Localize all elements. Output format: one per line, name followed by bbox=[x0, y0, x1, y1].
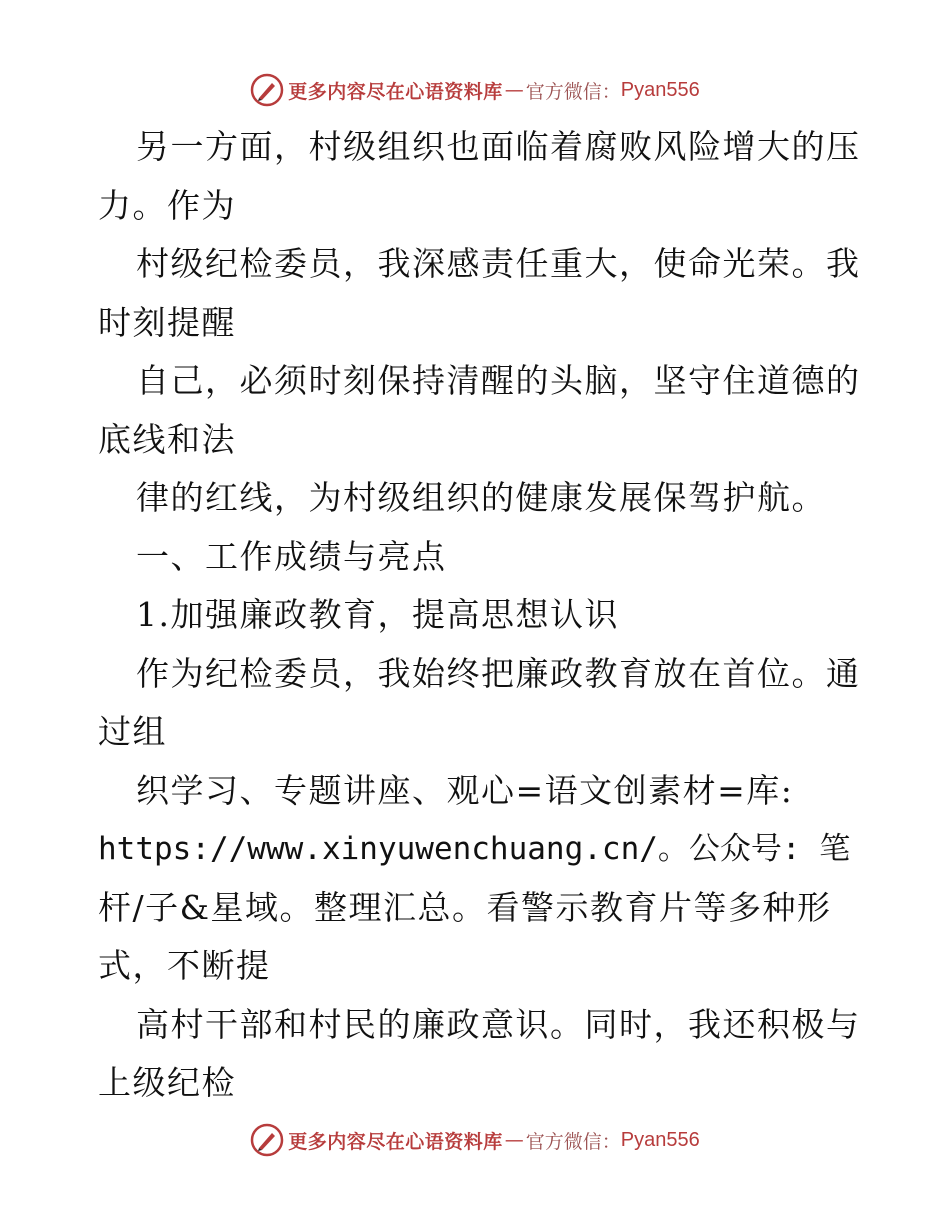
pen-logo-icon bbox=[250, 1123, 284, 1157]
banner-title: 更多内容尽在心语资料库 bbox=[288, 1130, 503, 1153]
paragraph-line: 时刻提醒 bbox=[98, 302, 236, 342]
banner-subtitle: 官方微信： bbox=[525, 80, 621, 103]
banner-dash: — bbox=[504, 1129, 524, 1151]
section-heading: 一、工作成绩与亮点 bbox=[136, 536, 447, 576]
paragraph-line: 杆/子&星域。整理汇总。看警示教育片等多种形 bbox=[98, 887, 832, 927]
banner-title: 更多内容尽在心语资料库 bbox=[288, 80, 503, 103]
paragraph-line: 力。作为 bbox=[98, 185, 236, 225]
banner-subtitle: 官方微信： bbox=[525, 1130, 621, 1153]
banner-dash: — bbox=[504, 79, 524, 101]
paragraph-line: 式，不断提 bbox=[98, 946, 271, 985]
paragraph-line: 另一方面，村级组织也面临着腐败风险增大的压 bbox=[136, 127, 861, 166]
paragraph-line: 上级纪检 bbox=[98, 1063, 236, 1102]
paragraph-line: https://www.xinyuwenchuang.cn/。公众号: 笔 bbox=[98, 831, 851, 867]
paragraph-line: 村级纪检委员，我深感责任重大，使命光荣。我 bbox=[136, 244, 861, 283]
banner-wechat-id: Pyan556 bbox=[620, 78, 700, 101]
pen-logo-icon bbox=[250, 73, 284, 107]
paragraph-line: 作为纪检委员，我始终把廉政教育放在首位。通 bbox=[136, 653, 861, 693]
paragraph-line: 织学习、专题讲座、观心=语文创素材=库: bbox=[136, 770, 794, 810]
paragraph-line: 高村干部和村民的廉政意识。同时，我还积极与 bbox=[136, 1004, 861, 1044]
footer-banner bbox=[0, 1120, 950, 1160]
paragraph-line: 自己，必须时刻保持清醒的头脑，坚守住道德的 bbox=[136, 361, 861, 400]
paragraph-line: 过组 bbox=[98, 712, 167, 751]
document-body bbox=[98, 118, 861, 1113]
subsection-heading: 1.加强廉政教育，提高思想认识 bbox=[136, 595, 619, 634]
header-banner bbox=[0, 70, 950, 110]
paragraph-line: 律的红线，为村级组织的健康发展保驾护航。 bbox=[136, 478, 826, 517]
banner-wechat-id: Pyan556 bbox=[620, 1128, 700, 1151]
paragraph-line: 底线和法 bbox=[98, 419, 236, 459]
